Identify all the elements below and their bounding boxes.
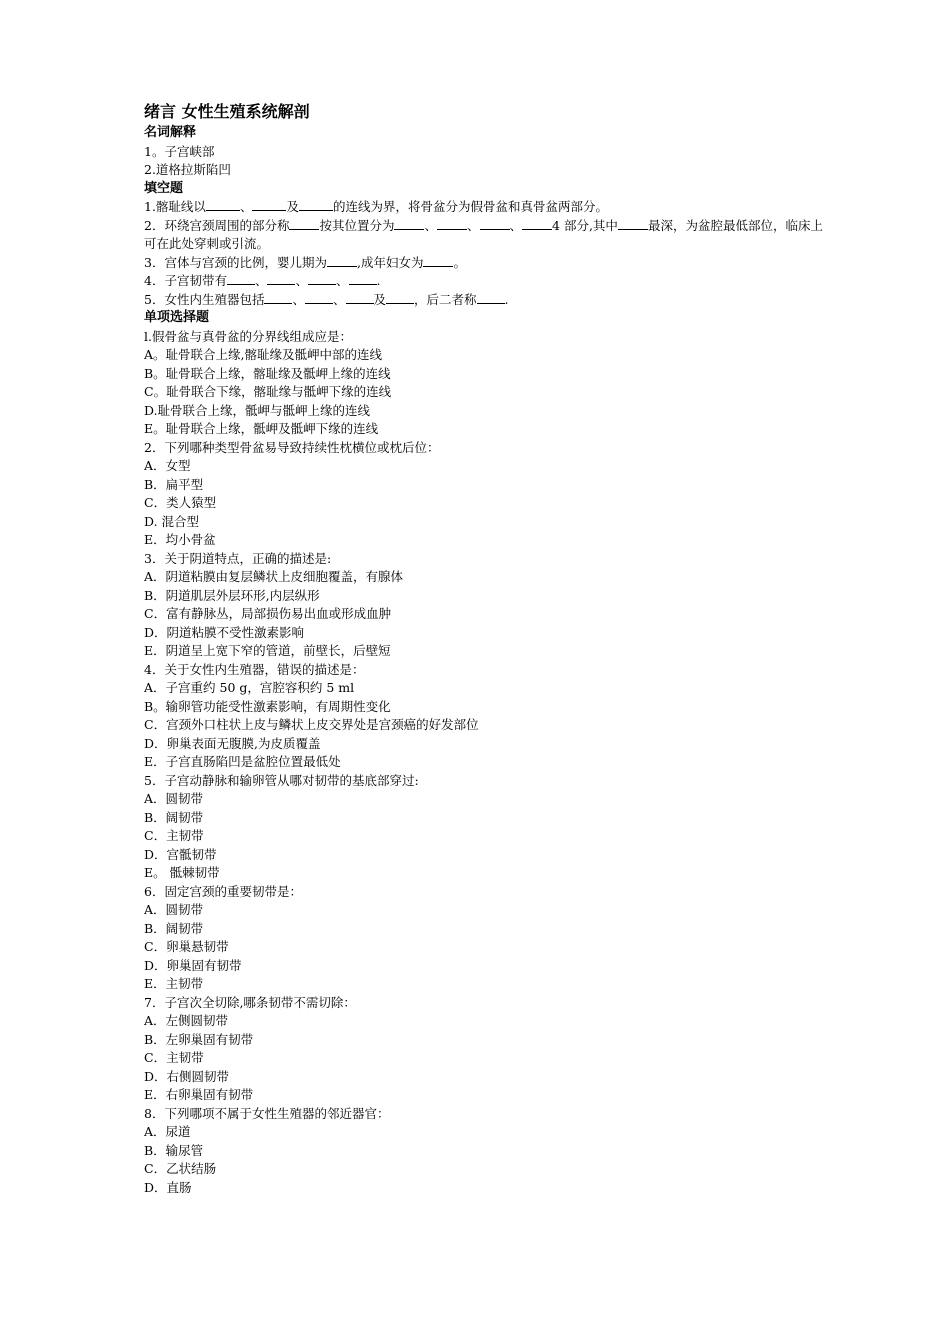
question-text: 按其位置分为 (319, 217, 395, 233)
fill-question-3 (144, 254, 824, 273)
choice-line: C．卵巢悬韧带 (144, 939, 229, 954)
fill-question-5 (144, 291, 824, 310)
choice-line: B．扁平型 (144, 476, 204, 492)
choice-line: E。 骶棘韧带 (144, 865, 220, 880)
choice-line: B．阔韧带 (144, 920, 204, 936)
answer-blank (480, 217, 510, 230)
question-text: 3．宫体与宫颈的比例，婴儿期为 (144, 254, 327, 270)
document-page (144, 100, 824, 1197)
choice-line: E．均小骨盆 (144, 532, 216, 547)
question-text: ，后二者称 (414, 291, 477, 307)
choice-line: A．圆韧带 (144, 791, 204, 806)
question-text: . (504, 291, 509, 307)
question-text: 2．环绕宫颈周围的部分称 (144, 217, 290, 233)
choice-line: B．阔韧带 (144, 809, 204, 825)
choice-line: D．卵巢固有韧带 (144, 957, 242, 973)
choice-line: 5．子宫动静脉和输卵管从哪对韧带的基底部穿过: (144, 772, 419, 788)
answer-blank (437, 217, 467, 230)
answer-blank (423, 254, 453, 267)
question-text: 、 (295, 273, 308, 288)
choice-line: C．富有静脉丛，局部损伤易出血或形成血肿 (144, 606, 392, 621)
choice-line: C．主韧带 (144, 1050, 204, 1065)
choice-line: l.假骨盆与真骨盆的分界线组成应是： (144, 328, 352, 344)
answer-blank (289, 217, 319, 230)
question-text: 及 (373, 291, 387, 307)
question-text: 及 (286, 199, 299, 214)
choice-line: A．左侧圆韧带 (144, 1013, 229, 1028)
answer-blank (305, 291, 333, 304)
question-text: 、 (254, 273, 268, 288)
answer-blank (252, 198, 286, 211)
term-item: 1。子宫峡部 (144, 143, 215, 159)
answer-blank (618, 217, 648, 230)
answer-blank (477, 291, 505, 304)
choice-line: B．左卵巢固有韧带 (144, 1031, 254, 1047)
section-heading-terms: 名词解释 (144, 125, 197, 140)
answer-blank (227, 272, 255, 285)
question-text: 最深，为盆腔最低部位，临床上可在此处穿刺或引流。 (144, 217, 823, 251)
question-text: 4．子宫韧带有 (144, 273, 227, 288)
question-text: . (376, 273, 381, 288)
choice-line: E。耻骨联合上缘，骶岬及骶岬下缘的连线 (144, 421, 379, 436)
page-title: 绪言 女性生殖系统解剖 (144, 102, 310, 121)
answer-blank (386, 291, 414, 304)
question-text: 5．女性内生殖器包括 (144, 291, 265, 307)
choice-line: 2．下列哪种类型骨盆易导致持续性枕横位或枕后位： (144, 439, 440, 455)
question-text: 、 (332, 291, 346, 307)
choice-line: 4．关于女性内生殖器，错误的描述是： (144, 661, 365, 677)
choice-line: A．圆韧带 (144, 902, 204, 917)
answer-blank (522, 217, 552, 230)
answer-blank (264, 291, 292, 304)
answer-blank (308, 272, 336, 285)
choice-line: C．乙状结肠 (144, 1161, 217, 1176)
answer-blank (394, 217, 424, 230)
choice-line: C．宫颈外口柱状上皮与鳞状上皮交界处是宫颈癌的好发部位 (144, 717, 479, 732)
choice-line: C．主韧带 (144, 828, 204, 843)
question-text: 、 (509, 217, 523, 233)
choice-line: C。耻骨联合下缘，髂耻缘与骶岬下缘的连线 (144, 384, 392, 399)
choice-line: A．女型 (144, 458, 191, 473)
choice-line: E．右卵巢固有韧带 (144, 1087, 254, 1102)
choice-line: D. 混合型 (144, 513, 200, 529)
answer-blank (206, 198, 240, 211)
choice-line: D．右侧圆韧带 (144, 1068, 230, 1084)
choice-line: E．阴道呈上宽下窄的管道，前壁长，后壁短 (144, 643, 391, 658)
choice-line: E．主韧带 (144, 976, 204, 991)
question-text: 、 (336, 273, 349, 288)
answer-blank (346, 291, 374, 304)
answer-blank (327, 254, 357, 267)
choice-line: 3．关于阴道特点，正确的描述是: (144, 550, 332, 566)
question-text: 的连线为界，将骨盆分为假骨盆和真骨盆两部分。 (332, 199, 608, 214)
term-item: 2.道格拉斯陷凹 (144, 162, 231, 177)
question-text: 、 (292, 291, 305, 307)
choice-line: 8．下列哪项不属于女性生殖器的邻近器官： (144, 1105, 390, 1121)
section-heading-fill: 填空题 (144, 180, 184, 196)
choice-question-list (144, 328, 824, 1198)
answer-blank (267, 272, 295, 285)
question-text: 、 (239, 199, 253, 214)
choice-line: D．直肠 (144, 1179, 192, 1195)
question-text: 、 (424, 217, 437, 233)
fill-question-2 (144, 217, 824, 254)
choice-line: B．阴道肌层外层环形,内层纵形 (144, 587, 320, 603)
choice-line: D．宫骶韧带 (144, 846, 217, 862)
choice-line: D．阴道粘膜不受性激素影响 (144, 624, 305, 640)
question-text: 1.髂耻线以 (144, 199, 206, 214)
choice-line: B。输卵管功能受性激素影响，有周期性变化 (144, 698, 391, 714)
fill-question-4 (144, 272, 824, 291)
choice-line: D.耻骨联合上缘，骶岬与骶岬上缘的连线 (144, 402, 371, 418)
choice-line: B．输尿管 (144, 1142, 204, 1158)
choice-line: A．阴道粘膜由复层鳞状上皮细胞覆盖，有腺体 (144, 569, 404, 584)
question-text: 、 (467, 217, 480, 233)
choice-line: A。耻骨联合上缘,髂耻缘及骶岬中部的连线 (144, 347, 383, 362)
question-text: ,成年妇女为 (356, 254, 424, 270)
question-text: 4 部分,其中 (552, 217, 618, 233)
question-text: 。 (453, 254, 466, 270)
choice-line: A．子宫重约 50 g，宫腔容积约 5 ml (144, 680, 355, 695)
answer-blank (349, 272, 377, 285)
choice-line: C．类人猿型 (144, 495, 217, 510)
choice-line: D．卵巢表面无腹膜,为皮质覆盖 (144, 735, 321, 751)
choice-line: 7．子宫次全切除,哪条韧带不需切除： (144, 994, 356, 1010)
answer-blank (299, 198, 333, 211)
choice-line: E．子宫直肠陷凹是盆腔位置最低处 (144, 754, 341, 769)
choice-line: A．尿道 (144, 1124, 191, 1139)
section-heading-mc: 单项选择题 (144, 310, 210, 325)
choice-line: 6．固定宫颈的重要韧带是： (144, 883, 302, 899)
fill-question-1 (144, 198, 824, 217)
choice-line: B。耻骨联合上缘，髂耻缘及骶岬上缘的连线 (144, 365, 391, 381)
